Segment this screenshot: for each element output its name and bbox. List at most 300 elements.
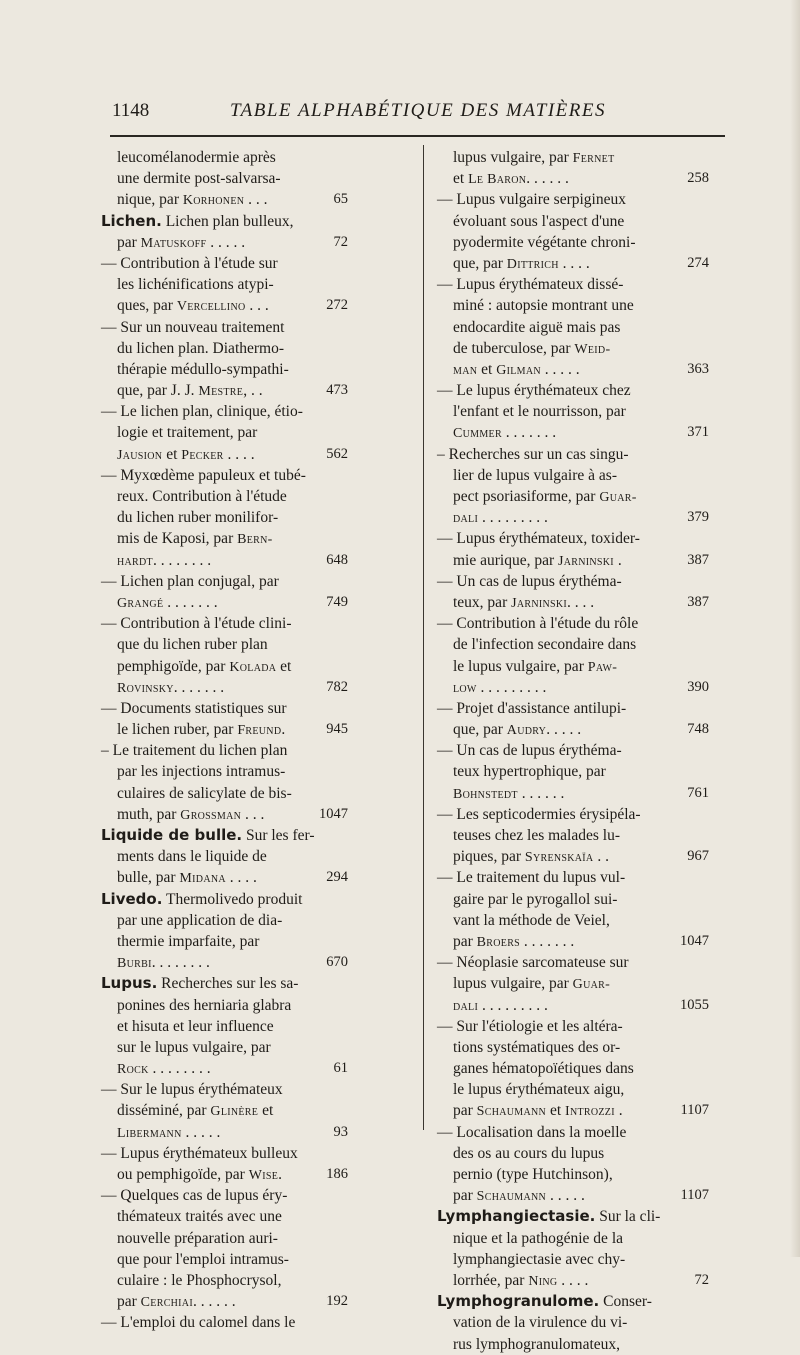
page-reference: 387: [687, 593, 709, 610]
text-segment: bulle, par: [117, 869, 180, 887]
index-line: [437, 168, 709, 189]
index-line-text: [101, 571, 279, 592]
text-segment: — Lupus érythémateux dissé-: [437, 276, 624, 294]
index-line-text: [117, 550, 211, 572]
index-line-text: [453, 338, 610, 360]
text-segment: culaire : le Phosphocrysol,: [117, 1271, 282, 1289]
index-line: [101, 380, 348, 401]
author-name: Grangé: [117, 595, 164, 611]
index-line-text: [453, 317, 620, 338]
page-reference: 761: [687, 784, 709, 801]
index-line: [437, 783, 709, 804]
author-name: Rock: [117, 1062, 149, 1078]
index-line: [101, 465, 348, 486]
index-line-text: [117, 804, 264, 826]
text-segment: — Néoplasie sarcomateuse sur: [437, 954, 629, 972]
text-segment: Sur la cli-: [595, 1208, 661, 1226]
index-line: [101, 1122, 348, 1143]
author-name: Guar-: [572, 977, 611, 993]
text-segment: endocardite aiguë mais pas: [453, 318, 621, 336]
author-name: low: [453, 680, 477, 696]
text-segment: mis de Kaposi, par: [117, 530, 238, 548]
index-line: [437, 698, 709, 719]
author-name: Korhonen: [182, 193, 245, 209]
page-reference: 1055: [680, 996, 709, 1013]
index-line: [101, 846, 348, 867]
index-line-text: [117, 189, 268, 211]
index-line-text: [453, 253, 590, 275]
text-segment: ques, par: [117, 297, 177, 315]
index-line: [101, 550, 348, 571]
index-line: [437, 422, 709, 443]
index-line-text: [453, 359, 580, 381]
index-line-text: [101, 1079, 283, 1100]
index-line-text: [453, 1079, 624, 1100]
index-line: [437, 804, 709, 825]
index-line: [101, 528, 348, 549]
text-segment: par une application de dia-: [117, 911, 283, 929]
index-line-text: [101, 740, 287, 761]
text-segment: pernio (type Hutchinson),: [453, 1166, 613, 1183]
index-line: [437, 1079, 709, 1100]
index-line-text: [453, 401, 626, 422]
text-segment: — Le lupus érythémateux chez: [437, 382, 631, 400]
index-headword: Livedo.: [101, 889, 163, 908]
index-line-text: [117, 1100, 273, 1122]
index-line: [437, 253, 709, 274]
text-segment: Thermolivedo produit: [162, 890, 303, 908]
author-name: Libermann: [117, 1125, 182, 1141]
index-line-text: [101, 889, 302, 910]
page-reference: 1107: [680, 1187, 709, 1204]
index-line: [437, 444, 709, 465]
index-line: [101, 761, 348, 782]
text-segment: que pour l'emploi intramus-: [117, 1250, 289, 1268]
index-column-left: [101, 147, 348, 1334]
index-line: [101, 973, 348, 994]
text-segment: et: [477, 360, 497, 378]
index-line: [437, 401, 709, 422]
index-line-text: [453, 507, 548, 529]
author-name: Kolada: [229, 659, 277, 675]
page-reference: 748: [687, 721, 709, 738]
index-column-right: [437, 147, 709, 1355]
text-segment: . . . . .: [546, 721, 582, 739]
index-line: [101, 592, 348, 613]
text-segment: — Sur l'étiologie et les altéra-: [437, 1017, 623, 1035]
index-line-text: [453, 486, 637, 508]
text-segment: nique, par: [117, 191, 183, 209]
text-segment: — Lupus érythémateux, toxider-: [437, 530, 640, 548]
text-segment: Sur les fer-: [242, 827, 315, 844]
index-line: [437, 1037, 709, 1058]
page-reference: 186: [326, 1166, 348, 1182]
text-segment: teuses chez les malades lu-: [453, 827, 620, 844]
index-line: [437, 931, 709, 952]
author-name: Pecker: [181, 447, 224, 463]
index-headword: Lichen.: [101, 211, 162, 230]
index-line-text: [101, 317, 284, 338]
index-line-text: [117, 486, 287, 507]
index-line: [437, 486, 709, 507]
text-segment: le lupus érythémateux aigu,: [453, 1081, 625, 1099]
author-name: Bohnstedt: [453, 786, 518, 802]
index-line-text: [453, 1143, 604, 1164]
index-line-text: [453, 973, 610, 995]
index-line-text: [453, 825, 620, 846]
index-line: [437, 1312, 709, 1333]
index-line-text: [453, 1037, 620, 1058]
index-line-text: [117, 995, 291, 1016]
index-line: [437, 592, 709, 613]
index-line: [437, 338, 709, 359]
index-line-text: [117, 232, 245, 254]
index-line-text: [117, 528, 273, 550]
text-segment: . . . . . .: [192, 1293, 236, 1311]
author-name: Wise: [248, 1168, 279, 1183]
index-line: [101, 189, 348, 210]
text-segment: culaires de salicylate de bis-: [117, 784, 292, 802]
text-segment: des os au cours du lupus: [453, 1144, 605, 1162]
text-segment: . . .: [244, 191, 268, 209]
text-segment: gaire par le pyrogallol sui-: [453, 890, 618, 908]
author-name: man: [453, 362, 478, 378]
text-segment: par: [453, 1187, 477, 1205]
text-segment: disséminé, par: [117, 1102, 211, 1120]
page-reference: 1047: [319, 805, 348, 822]
index-line: [101, 295, 348, 316]
index-line: [101, 338, 348, 359]
text-segment: Conser-: [599, 1293, 652, 1311]
page-reference: 72: [694, 1271, 709, 1288]
index-line: [437, 359, 709, 380]
index-line: [101, 1016, 348, 1037]
text-segment: muth, par: [117, 805, 181, 823]
index-line-text: [437, 698, 626, 719]
index-line: [437, 380, 709, 401]
page-reference: 192: [326, 1293, 348, 1310]
text-segment: teux, par: [453, 593, 512, 611]
index-line-text: [437, 274, 623, 295]
index-line-text: [437, 189, 626, 210]
index-line-text: [101, 465, 306, 486]
text-segment: — Projet d'assistance antilupi-: [437, 699, 627, 717]
author-name: Schaumann: [476, 1189, 547, 1205]
author-name: Syrenskaïa: [524, 850, 594, 866]
index-line: [437, 656, 709, 677]
text-segment: . . . . . . .: [173, 678, 225, 696]
author-name: Jausion: [117, 447, 163, 463]
index-line: [101, 253, 348, 274]
index-line-text: [437, 528, 640, 549]
index-line-text: [453, 931, 574, 953]
author-name: Fernet: [572, 151, 615, 166]
index-line-text: [117, 1122, 220, 1144]
index-line-text: [453, 550, 622, 572]
page-header: [112, 100, 692, 126]
text-segment: et: [546, 1102, 565, 1120]
text-segment: par: [453, 932, 477, 950]
text-segment: évoluant sous l'aspect d'une: [453, 212, 625, 230]
index-line: [101, 698, 348, 719]
text-segment: thermie imparfaite, par: [117, 932, 260, 950]
index-line-text: [453, 1228, 623, 1249]
page-reference: 749: [326, 593, 348, 610]
index-line-text: [453, 232, 635, 253]
author-name: Broers: [476, 934, 521, 950]
index-line: [101, 1058, 348, 1079]
text-segment: — Lupus vulgaire serpigineux: [437, 191, 626, 209]
author-name: Vercellino: [176, 299, 246, 315]
page-reference: 387: [687, 551, 709, 568]
page-reference: 670: [326, 954, 348, 971]
text-segment: le lichen ruber, par: [117, 721, 238, 739]
index-line: [101, 232, 348, 253]
header-rule: [110, 135, 725, 137]
index-line-text: [453, 1100, 623, 1122]
index-line: [437, 1270, 709, 1291]
text-segment: lupus vulgaire, par: [453, 975, 573, 993]
index-line: [437, 507, 709, 528]
text-segment: . . . .: [567, 593, 595, 611]
text-segment: teux hypertrophique, par: [453, 763, 606, 781]
page-reference: 61: [333, 1060, 348, 1077]
index-line: [101, 1291, 348, 1312]
index-line-text: [117, 931, 259, 952]
index-line-text: [453, 846, 609, 868]
index-line: [437, 761, 709, 782]
index-line-text: [101, 253, 278, 274]
text-segment: et hisuta et leur influence: [117, 1017, 274, 1035]
index-line-text: [101, 825, 315, 846]
index-line-text: [437, 444, 629, 465]
index-line: [437, 147, 709, 168]
text-segment: vation de la virulence du vi-: [453, 1314, 628, 1332]
index-line-text: [101, 973, 298, 994]
text-segment: . . . . . . . .: [148, 1060, 211, 1078]
index-line-text: [117, 422, 257, 443]
author-name: Matuskoff: [140, 235, 207, 251]
index-line: [437, 1334, 709, 1355]
text-segment: . . . . . . . . .: [476, 678, 547, 696]
index-line: [101, 952, 348, 973]
text-segment: — L'emploi du calomel dans le: [101, 1314, 296, 1332]
text-segment: — Contribution à l'étude sur: [101, 254, 278, 272]
text-segment: pyodermite végétante chroni-: [453, 233, 636, 251]
index-line: [437, 211, 709, 232]
text-segment: ponines des herniaria glabra: [117, 996, 292, 1014]
author-name: Bern-: [237, 532, 273, 548]
index-line-text: [453, 910, 610, 931]
text-segment: et: [453, 170, 469, 188]
text-segment: . . .: [241, 805, 265, 823]
author-name: Introzzi: [565, 1104, 615, 1120]
index-line: [101, 1249, 348, 1270]
index-line: [101, 211, 348, 232]
index-line-text: [453, 295, 634, 316]
text-segment: et: [162, 445, 182, 463]
author-name: Jarninski: [558, 553, 614, 569]
index-line: [437, 952, 709, 973]
index-line-text: [101, 613, 291, 634]
text-segment: de l'infection secondaire dans: [453, 636, 637, 654]
text-segment: les lichénifications atypi-: [117, 276, 274, 294]
text-segment: . . . . . . . . .: [478, 996, 548, 1014]
text-segment: .: [614, 1102, 623, 1120]
index-line-text: [101, 1185, 287, 1206]
page-reference: 782: [326, 678, 348, 695]
index-line: [101, 995, 348, 1016]
index-line-text: [453, 889, 617, 910]
index-line: [437, 1185, 709, 1206]
text-segment: .: [278, 1166, 283, 1183]
text-segment: – Le traitement du lichen plan: [101, 742, 288, 760]
text-segment: rus lymphogranulomateux,: [453, 1335, 621, 1353]
index-line: [437, 1016, 709, 1037]
text-segment: par: [117, 1293, 141, 1311]
author-name: Cummer: [453, 426, 502, 442]
index-line-text: [117, 1228, 278, 1249]
text-segment: . . . . . .: [517, 784, 565, 802]
text-segment: vant la méthode de Veiel,: [453, 911, 610, 929]
text-segment: – Recherches sur un cas singu-: [437, 445, 629, 463]
text-segment: lorrhée, par: [453, 1271, 529, 1289]
index-line: [101, 571, 348, 592]
text-segment: . . . . . .: [526, 170, 569, 188]
author-name: Audry: [506, 723, 547, 739]
text-segment: . . .: [245, 297, 269, 315]
page-reference: 648: [326, 551, 348, 568]
text-segment: — Un cas de lupus érythéma-: [437, 742, 622, 760]
page-reference: 945: [326, 721, 348, 738]
text-segment: . . . . . . .: [520, 932, 575, 950]
index-line: [101, 910, 348, 931]
page-reference: 93: [333, 1123, 348, 1140]
index-line-text: [437, 1206, 660, 1227]
text-segment: par: [117, 233, 141, 251]
index-line: [101, 656, 348, 677]
author-name: Paw-: [587, 659, 618, 675]
author-name: dali: [453, 998, 479, 1014]
author-name: Mestre: [198, 384, 244, 400]
index-line: [437, 846, 709, 867]
index-line: [437, 1143, 709, 1164]
text-segment: . . . . . . . . .: [478, 509, 548, 527]
text-segment: .: [613, 551, 622, 569]
index-line: [101, 1228, 348, 1249]
index-line-text: [453, 147, 614, 169]
index-line: [437, 189, 709, 210]
index-line: [437, 677, 709, 698]
index-line-text: [117, 1206, 282, 1227]
index-line: [101, 1185, 348, 1206]
page-reference: 371: [687, 424, 709, 441]
index-line-text: [117, 846, 267, 867]
index-line-text: [101, 698, 287, 719]
text-segment: — Le traitement du lupus vul-: [437, 869, 626, 887]
index-line-text: [453, 995, 548, 1017]
page-reference: 363: [687, 360, 709, 377]
text-segment: du lichen ruber monilifor-: [117, 509, 279, 527]
text-segment: . . . .: [558, 254, 590, 272]
text-segment: que, par J. J.: [117, 382, 199, 400]
index-line-text: [101, 211, 294, 232]
index-line: [101, 1079, 348, 1100]
index-line-text: [437, 1122, 626, 1143]
text-segment: par les injections intramus-: [117, 763, 286, 781]
index-line: [437, 910, 709, 931]
index-line: [101, 804, 348, 825]
text-segment: une dermite post-salvarsa-: [117, 170, 281, 188]
page-reference: 473: [326, 382, 348, 399]
index-headword: Lupus.: [101, 974, 158, 993]
page-spine-shadow: [790, 0, 800, 1257]
index-line-text: [437, 867, 625, 888]
text-segment: — Localisation dans la moelle: [437, 1123, 627, 1141]
index-line-text: [453, 783, 564, 805]
author-name: Weid-: [574, 341, 611, 357]
index-line-text: [117, 1016, 274, 1037]
index-line-text: [453, 422, 556, 444]
index-line: [437, 995, 709, 1016]
text-segment: — Sur le lupus érythémateux: [101, 1081, 283, 1099]
author-name: Gilman: [496, 362, 541, 378]
text-segment: pemphigoïde, par: [117, 657, 230, 675]
index-headword: Lymphogranulome.: [437, 1292, 600, 1311]
text-segment: pect psoriasiforme, par: [453, 488, 600, 505]
index-line-text: [453, 1185, 585, 1207]
author-name: Rovinsky: [117, 680, 174, 696]
index-line-text: [117, 634, 268, 655]
index-line-text: [453, 592, 594, 614]
index-line: [101, 931, 348, 952]
text-segment: et: [276, 657, 292, 675]
index-headword: Liquide de bulle.: [101, 826, 243, 844]
index-line-text: [117, 910, 282, 931]
index-line-text: [437, 952, 629, 973]
index-line: [101, 867, 348, 888]
index-line-text: [101, 401, 303, 422]
index-line: [101, 486, 348, 507]
author-name: Burbi: [117, 956, 152, 972]
page-reference: 272: [326, 297, 348, 314]
index-line-text: [453, 1164, 613, 1185]
index-line: [101, 422, 348, 443]
text-segment: reux. Contribution à l'étude: [117, 488, 287, 505]
column-divider: [423, 145, 424, 1130]
text-segment: . . . . .: [181, 1123, 221, 1141]
index-line-text: [453, 211, 624, 232]
author-name: Jarninski: [511, 595, 568, 611]
text-segment: . . . . .: [206, 233, 246, 251]
index-line: [101, 274, 348, 295]
index-line: [437, 571, 709, 592]
index-line-text: [453, 1249, 625, 1270]
index-line-text: [437, 380, 631, 401]
index-line-text: [437, 1291, 652, 1312]
text-segment: ou pemphigoïde, par: [117, 1166, 249, 1183]
running-title: TABLE ALPHABÉTIQUE DES MATIÈRES: [230, 100, 606, 121]
index-line: [437, 1100, 709, 1121]
index-line-text: [437, 613, 638, 634]
text-segment: — Contribution à l'étude du rôle: [437, 615, 639, 633]
index-line-text: [453, 656, 617, 678]
index-line: [437, 1122, 709, 1143]
index-line-text: [117, 761, 285, 782]
index-line: [101, 719, 348, 740]
index-line: [437, 1291, 709, 1312]
text-segment: logie et traitement, par: [117, 424, 258, 442]
